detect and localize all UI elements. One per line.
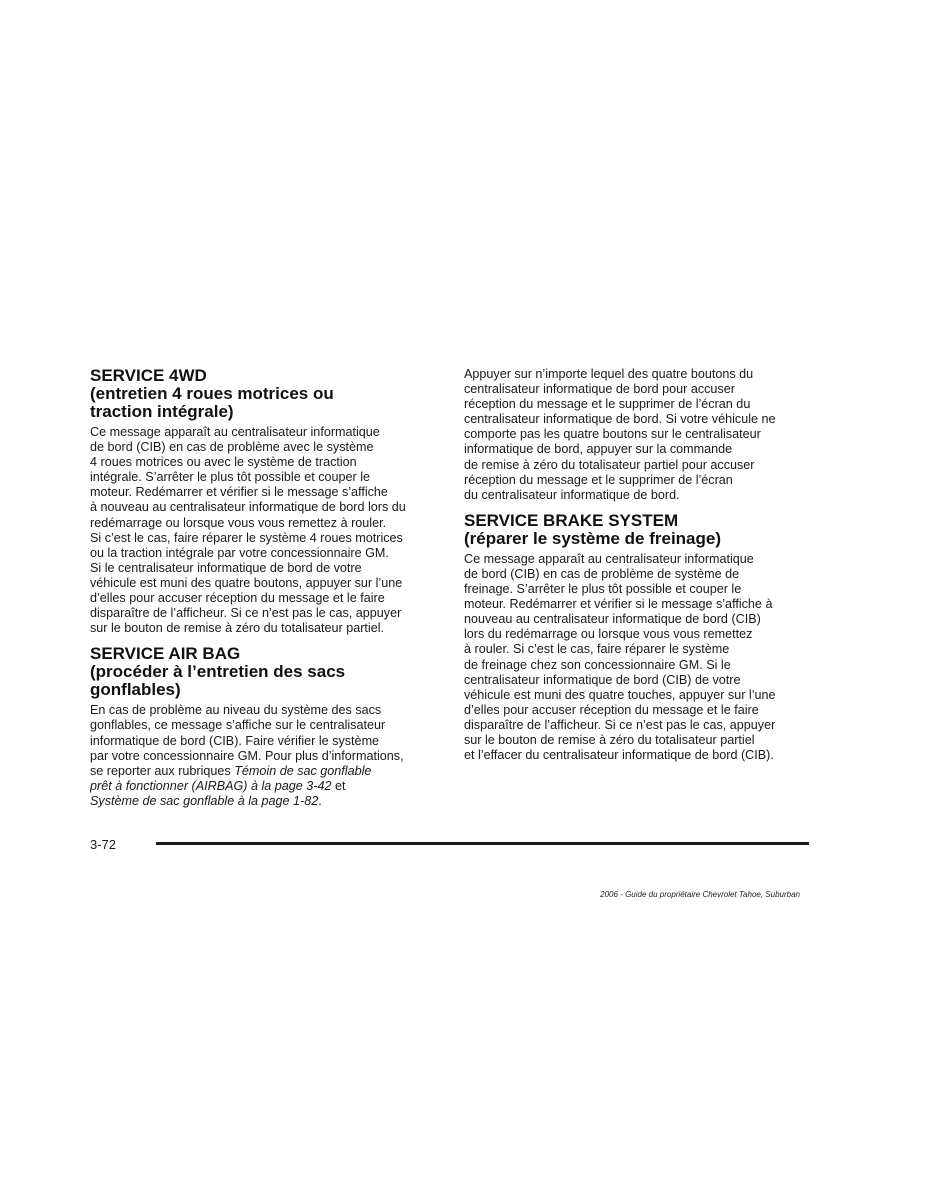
section-service-brake-system [464, 512, 814, 763]
section-title-service-4wd: SERVICE 4WD (entretien 4 roues motrices ou traction intégrale) [90, 366, 334, 421]
section-body-service-4wd: Ce message apparaît au centralisateur informatique de bord (CIB) en cas de problème avec le système 4 roues motrices ou avec le système de traction intégrale. S’arrêter le plus tôt possible et couper le moteur. Redémarrer et vérifier si le message s’affiche à nouveau au centralisateur informatique de bord lors du redémarrage ou lorsque vous vous remettez à rouler. Si c’est le cas, faire réparer le système 4 roues motrices ou la traction intégrale par votre concessionnaire GM. Si le centralisateur informatique de bord de votre véhicule est muni des quatre boutons, appuyer sur l’une d’elles pour accuser réception du message et le faire disparaître de l’afficheur. Si ce n’est pas le cas, appuyer sur le bouton de remise à zéro du totalisateur partiel. [90, 425, 406, 636]
section-title-service-brake-system: SERVICE BRAKE SYSTEM (réparer le système de freinage) [464, 510, 722, 548]
section-service-4wd [90, 367, 440, 636]
right-column [464, 367, 814, 763]
reference-airbag-readiness-light-page[interactable]: prêt à fonctionner (AIRBAG) à la page 3-42 [90, 778, 332, 793]
section-body-service-air-bag: En cas de problème au niveau du système des sacs gonflables, ce message s’affiche sur le centralisateur informatique de bord (CIB). Faire vérifier le système par votre concessionnaire GM. Pour plus d’informations, se reporter aux rubriques Témoin de sac gonflable prêt à fonctionner (AIRBAG) à la page 3-42 et Système de sac gonflable à la page 1-82. [90, 703, 440, 809]
reference-airbag-readiness-light[interactable]: Témoin de sac gonflable [234, 763, 372, 778]
left-column [90, 367, 440, 809]
section-service-air-bag [90, 645, 440, 809]
page-number: 3-72 [90, 837, 117, 852]
footer-rule [156, 842, 809, 845]
section-title-service-air-bag: SERVICE AIR BAG (procéder à l’entretien des sacs gonflables) [90, 644, 346, 700]
reference-airbag-system[interactable]: Système de sac gonflable à la page 1-82 [90, 793, 319, 808]
footer-text: 2006 - Guide du propriétaire Chevrolet Tahoe, Suburban [600, 890, 800, 899]
reference-line-1: se reporter aux rubriques Témoin de sac gonflable [90, 763, 372, 778]
reference-line-2: prêt à fonctionner (AIRBAG) à la page 3-42 et [90, 778, 346, 793]
section-intro-continued [464, 367, 814, 503]
reference-line-3: Système de sac gonflable à la page 1-82. [90, 793, 322, 808]
intro-paragraph: Appuyer sur n’importe lequel des quatre boutons du centralisateur informatique de bord pour accuser réception du message et le supprimer de l’écran du centralisateur informatique de bord. Si votre véhicule ne comporte pas les quatre boutons sur le centralisateur informatique de bord, appuyer sur la commande de remise à zéro du totalisateur partiel pour accuser réception du message et le supprimer de l’écran du centralisateur informatique de bord. [464, 367, 776, 502]
section-body-service-brake-system: Ce message apparaît au centralisateur informatique de bord (CIB) en cas de problème de système de freinage. S’arrêter le plus tôt possible et couper le moteur. Redémarrer et vérifier si le message s’affiche à nouveau au centralisateur informatique de bord (CIB) lors du redémarrage ou lorsque vous vous remettez à rouler. Si c’est le cas, faire réparer le système de freinage chez son concessionnaire GM. Si le centralisateur informatique de bord (CIB) de votre véhicule est muni des quatre touches, appuyer sur l’une d’elles pour accuser réception du message et le faire disparaître de l’afficheur. Si ce n’est pas le cas, appuyer sur le bouton de remise à zéro du totalisateur partiel et l’effacer du centralisateur informatique de bord (CIB). [464, 551, 776, 763]
